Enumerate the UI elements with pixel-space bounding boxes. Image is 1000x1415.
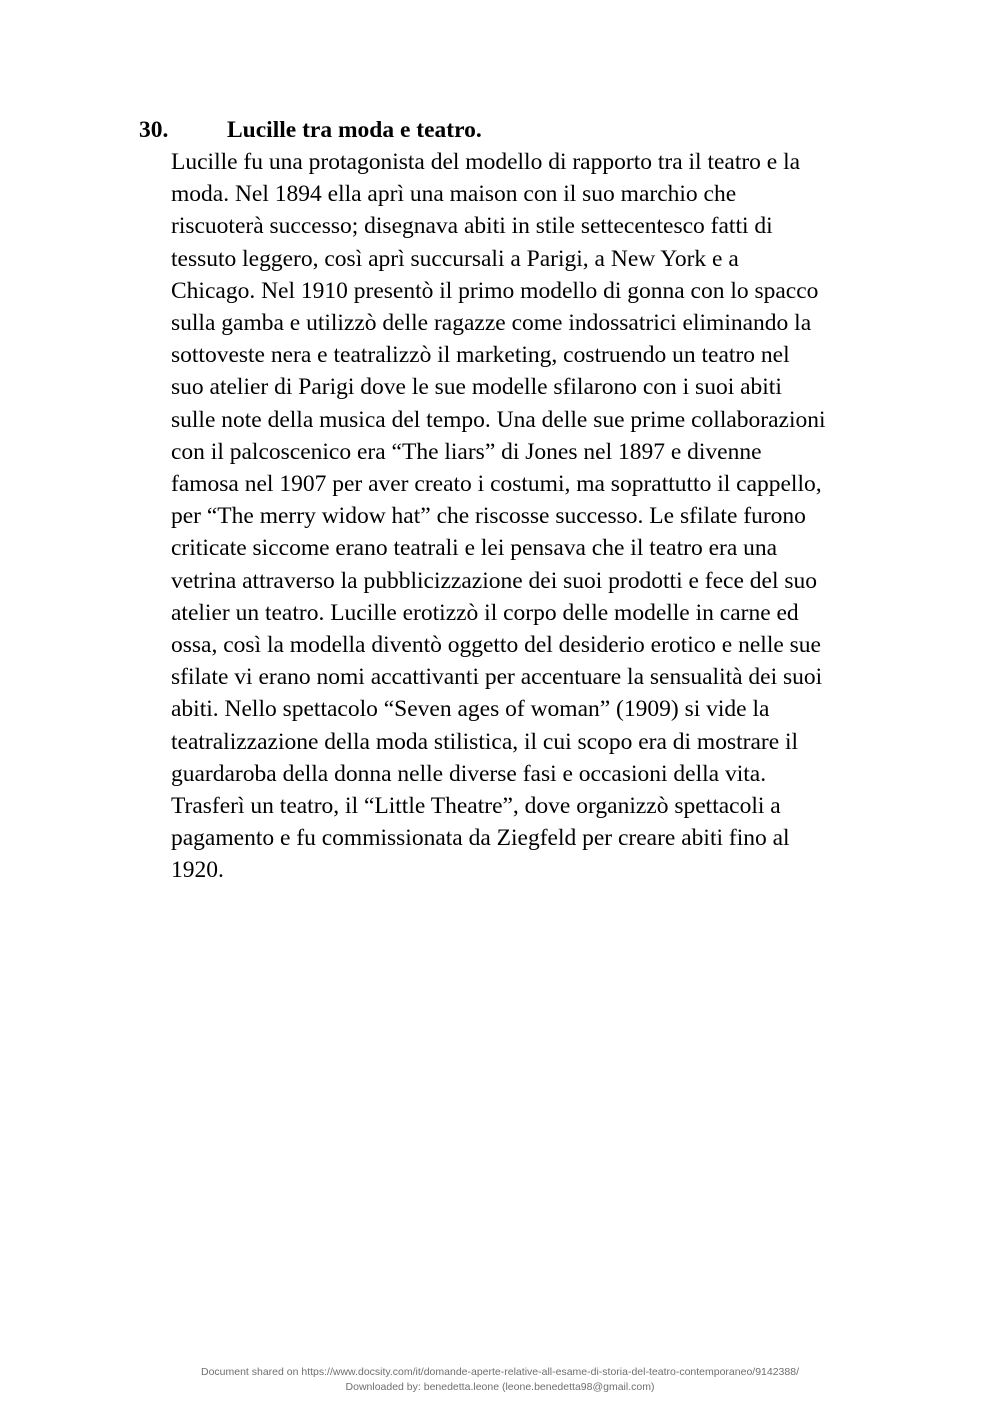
body-line: sulla gamba e utilizzò delle ragazze come indossatrici eliminando la xyxy=(171,310,812,337)
body-line: vetrina attraverso la pubblicizzazione dei suoi prodotti e fece del suo xyxy=(171,567,817,594)
footer-shared-link[interactable]: Document shared on https://www.docsity.com/it/domande-aperte-relative-all-esame-di-storia-del-teatro-contemporaneo/9142388/ xyxy=(200,1366,799,1378)
body-line: famosa nel 1907 per aver creato i costumi, ma soprattutto il cappello, xyxy=(171,471,822,498)
body-line: riscuoterà successo; disegnava abiti in stile settecentesco fatti di xyxy=(171,213,773,240)
body-line: 1920. xyxy=(171,857,224,884)
body-line: per “The merry widow hat” che riscosse successo. Le sfilate furono xyxy=(171,503,806,530)
body-line: sulle note della musica del tempo. Una delle sue prime collaborazioni xyxy=(171,406,826,433)
body-line: Chicago. Nel 1910 presentò il primo modello di gonna con lo spacco xyxy=(171,277,819,304)
footer-downloaded-by: Downloaded by: benedetta.leone (leone.benedetta98@gmail.com) xyxy=(345,1381,655,1393)
body-line: sfilate vi erano nomi accattivanti per accentuare la sensualità dei suoi xyxy=(171,664,823,691)
section-title: Lucille tra moda e teatro. xyxy=(227,117,482,143)
body-line: Trasferì un teatro, il “Little Theatre”, dove organizzò spettacoli a xyxy=(171,793,781,820)
body-line: suo atelier di Parigi dove le sue modelle sfilarono con i suoi abiti xyxy=(171,374,782,401)
body-line: teatralizzazione della moda stilistica, il cui scopo era di mostrare il xyxy=(171,728,799,755)
body-line: guardaroba della donna nelle diverse fasi e occasioni della vita. xyxy=(171,760,767,787)
body-line: tessuto leggero, così aprì succursali a Parigi, a New York e a xyxy=(171,245,739,272)
body-line: atelier un teatro. Lucille erotizzò il corpo delle modelle in carne ed xyxy=(171,599,799,626)
body-line: con il palcoscenico era “The liars” di Jones nel 1897 e divenne xyxy=(171,438,762,465)
body-line: abiti. Nello spettacolo “Seven ages of woman” (1909) si vide la xyxy=(171,696,770,723)
body-line: criticate siccome erano teatrali e lei pensava che il teatro era una xyxy=(171,535,778,562)
body-line: sottoveste nera e teatralizzò il marketing, costruendo un teatro nel xyxy=(171,342,790,369)
section-heading xyxy=(139,114,482,146)
body-line: pagamento e fu commissionata da Ziegfeld per creare abiti fino al xyxy=(171,825,790,852)
section-body xyxy=(171,146,901,887)
section-number: 30. xyxy=(139,117,169,143)
body-line: Lucille fu una protagonista del modello di rapporto tra il teatro e la xyxy=(171,149,801,175)
body-line: ossa, così la modella diventò oggetto del desiderio erotico e nelle sue xyxy=(171,632,821,659)
body-line: moda. Nel 1894 ella aprì una maison con il suo marchio che xyxy=(171,181,737,208)
